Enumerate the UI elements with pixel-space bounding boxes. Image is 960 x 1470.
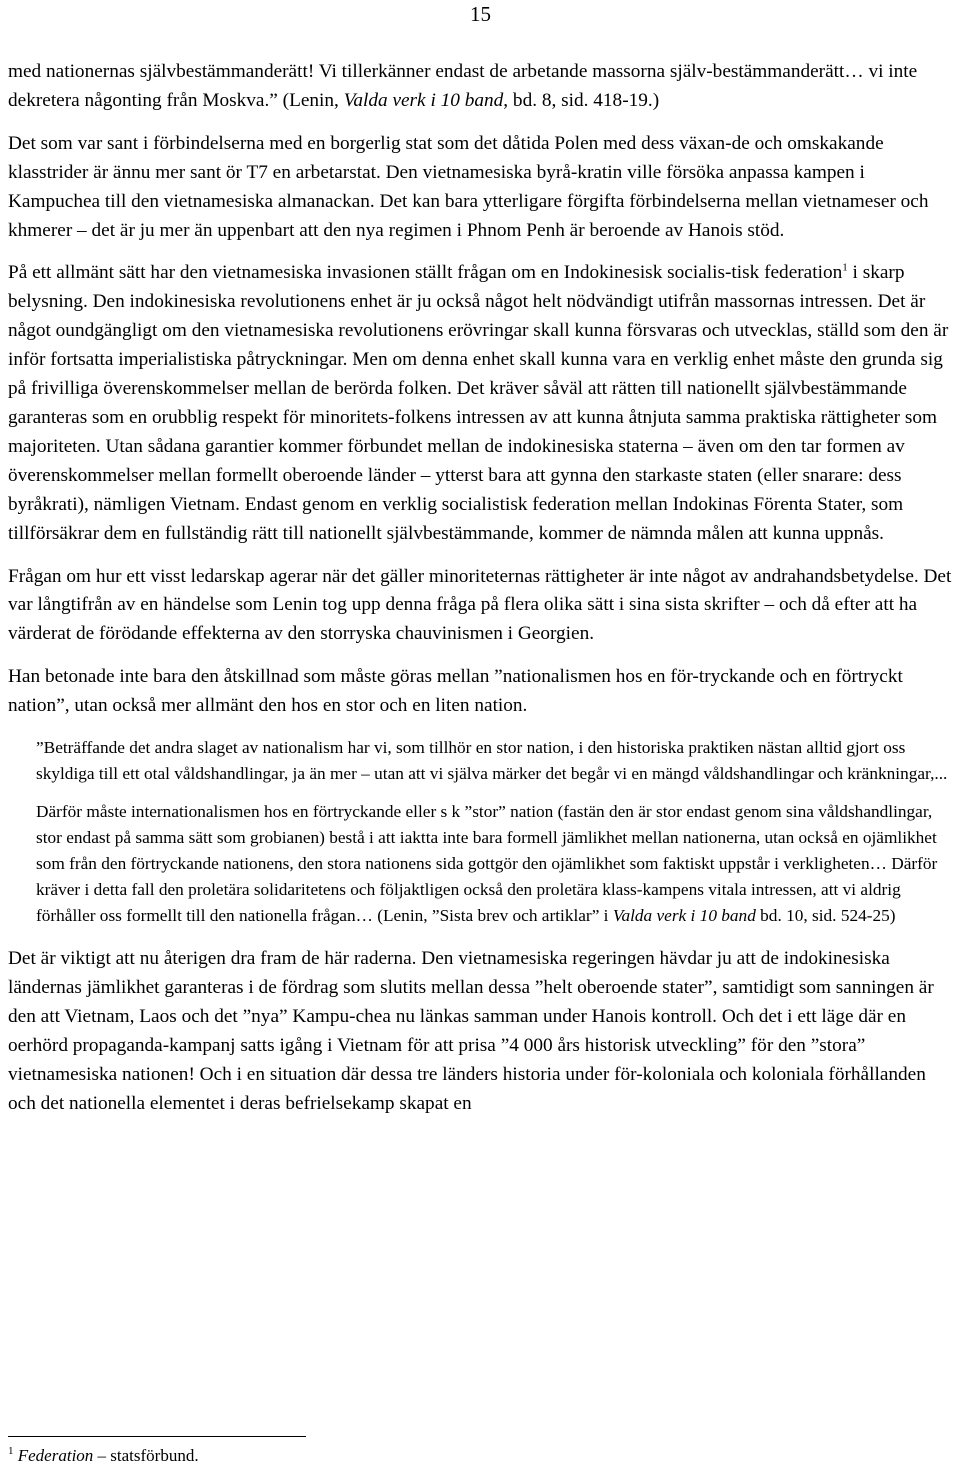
footnote-definition: – statsförbund. xyxy=(93,1446,199,1465)
text-span: , bd. 8, sid. 418-19.) xyxy=(503,89,660,111)
paragraph-poland-comparison: Det som var sant i förbindelserna med en borgerlig stat som det dåtida Polen med dess växan-de och omskakande klasstrider är ännu mer sant ör T7 en arbetarstat. Den vietnamesiska byrå-kratin ville försöka anpassa kampen i Kampuchea till den vietnamesiska almanackan. Det kan bara ytterligare förgifta förbindelserna mellan vietnameser och khmerer – det är ju mer än uppenbart att den nya regimen i Phnom Penh är beroende av Hanois stöd. xyxy=(8,132,929,241)
block-quote xyxy=(36,735,952,929)
book-title: Valda verk i 10 band xyxy=(612,906,756,926)
footnote-number: 1 xyxy=(8,1445,14,1457)
footnote xyxy=(8,1440,199,1467)
text-span: bd. 10, sid. 524-25) xyxy=(755,906,896,926)
quote-paragraph-2 xyxy=(36,799,952,929)
text-span: På ett allmänt sätt har den vietnamesiska invasionen ställt frågan om en Indokinesisk socialis-tisk federation xyxy=(8,262,843,284)
footnote-term: Federation xyxy=(17,1446,94,1465)
body-text xyxy=(8,58,952,1132)
text-span: Därför måste internationalismen hos en förtryckande eller s k ”stor” nation (fastän den är stor endast genom sina våldshandlingar, stor endast på samma sätt som grobianen) bestå i att iaktta inte bara formell jämlikhet mellan nationerna, utan också en ojämlikhet som från den förtryckande nationens, den stora nationens sida gottgör den ojämlikhet som faktiskt uppstår i verkligheten… Därför kräver i detta fall den proletära solidaritetens och följaktligen också den proletära klass-kampens vitala intressen, att vi aldrig förhåller oss formellt till den nationella frågan… (Lenin, ”Sista brev och artiklar” i xyxy=(36,802,938,926)
paragraph-closing: Det är viktigt att nu återigen dra fram de här raderna. Den vietnamesiska regeringen hävdar ju att de indokinesiska ländernas jämlikhet garanteras i de fördrag som slutits mellan dessa ”helt oberoende stater”, samtidigt som sanningen är den att Vietnam, Laos och det ”nya” Kampu-chea nu länkas samman under Hanois kontroll. Och det i ett läge där en oerhörd propaganda-kampanj satts igång i Vietnam för att prisa ”4 000 års historisk utveckling” för den ”stora” vietnamesiska nationen! Och i en situation där dessa tre länders historia under för-koloniala och koloniala förhållanden och det nationella elementet i deras befrielsekamp skapat en xyxy=(8,948,934,1114)
paragraph-lenin-quote-end xyxy=(8,58,952,116)
paragraph-federation xyxy=(8,259,952,548)
paragraph-minority-rights: Frågan om hur ett visst ledarskap agerar när det gäller minoriteternas rättigheter är inte något av andrahandsbetydelse. Det var långtifrån av en händelse som Lenin tog upp denna fråga på flera olika sätt i sina sista skrifter – och då efter att ha värderat de förödande effekterna av den storryska chauvinismen i Georgien. xyxy=(8,565,952,645)
text-span: med nationernas självbestämmanderätt! Vi tillerkänner endast de arbetande massorna själv-bestämmanderätt… vi inte dekretera någonting från Moskva.” (Lenin, xyxy=(8,61,918,111)
footnote-reference[interactable]: 1 xyxy=(842,262,848,275)
text-span: i skarp belysning. Den indokinesiska revolutionens enhet är ju också något helt nödvändigt utifrån massornas intressen. Det är något oundgängligt om den vietnamesiska revolutionens erövringar skall kunna försvaras och utvecklas, ställd som den är inför fortsatta imperialistiska påtryckningar. Men om denna enhet skall kunna vara en verklig enhet måste den grunda sig på frivilliga överenskommelser mellan de berörda folken. Det kräver såväl att rätten till nationellt självbestämmande garanteras som en orubblig respekt för minoritets-folkens intressen av att kunna åtnjuta samma praktiska rättigheter som majoriteten. Utan sådana garantier kommer förbundet mellan de indokinesiska staterna – även om den tar formen av överenskommelser mellan formellt oberoende länder – ytterst bara att gynna den starkaste staten (eller snarare: dess byråkrati), nämligen Vietnam. Endast genom en verklig socialistisk federation mellan Indokinas Förenta Stater, som tillförsäkrar dem en fullständig rätt till nationellt självbestämmande, kommer de nämnda målen att kunna uppnås. xyxy=(8,262,949,544)
page-number: 15 xyxy=(470,2,491,26)
paragraph-nationalism: Han betonade inte bara den åtskillnad som måste göras mellan ”nationalismen hos en för-tryckande och en förtryckt nation”, utan också mer allmänt den hos en stor och en liten nation. xyxy=(8,666,903,717)
book-title: Valda verk i 10 band xyxy=(343,89,504,111)
quote-paragraph-1: ”Beträffande det andra slaget av nationalism har vi, som tillhör en stor nation, i den historiska praktiken nästan alltid gjort oss skyldiga till ett otal våldshandlingar, ja än mer – utan att vi själva märker det begår vi en mängd våldshandlingar och kränkningar,... xyxy=(36,738,948,784)
footnote-divider xyxy=(8,1436,306,1437)
